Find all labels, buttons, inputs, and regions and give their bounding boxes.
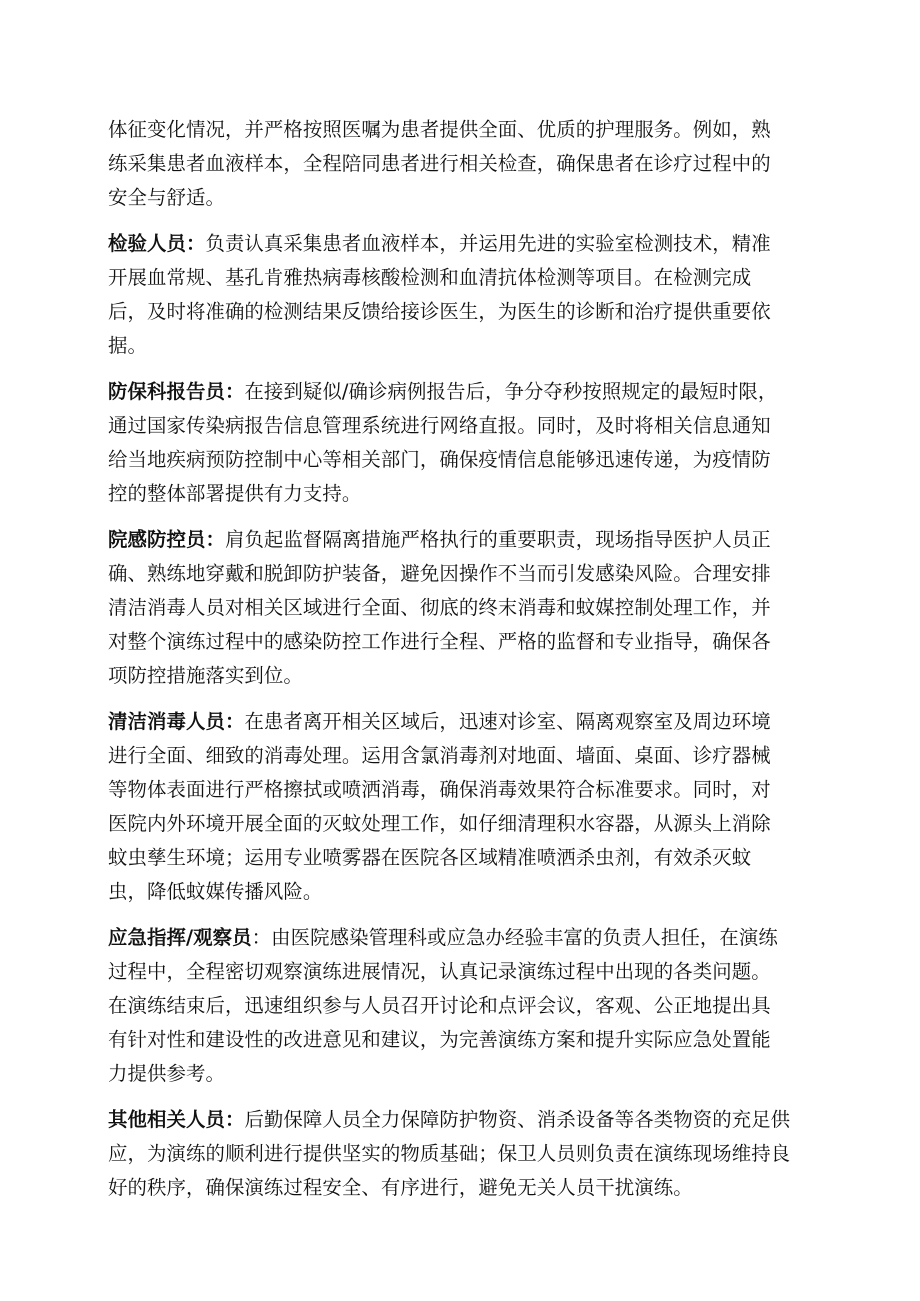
text-line: 控的整体部署提供有力支持。 xyxy=(108,482,362,505)
text-line: 开展血常规、基孔肯雅热病毒核酸检测和血清抗体检测等项目。在检测完成 xyxy=(108,266,752,289)
role-label: 防保科报告员： xyxy=(108,380,245,403)
paragraph-reporter xyxy=(108,375,812,511)
text-line: 等物体表面进行严格擦拭或喷洒消毒，确保消毒效果符合标准要求。同时，对 xyxy=(108,778,771,801)
text-line xyxy=(108,227,812,261)
role-label: 检验人员： xyxy=(108,232,206,255)
text-line xyxy=(108,375,812,409)
text-line xyxy=(108,705,812,739)
text-line: 通过国家传染病报告信息管理系统进行网络直报。同时，及时将相关信息通知 xyxy=(108,414,771,437)
role-label: 清洁消毒人员： xyxy=(108,710,245,733)
role-label: 其他相关人员： xyxy=(108,1108,245,1131)
text-line: 医院内外环境开展全面的灭蚊处理工作，如仔细清理积水容器，从源头上消除 xyxy=(108,812,771,835)
text-line: 项防控措施落实到位。 xyxy=(108,664,303,687)
text-line: 给当地疾病预防控制中心等相关部门，确保疫情信息能够迅速传递，为疫情防 xyxy=(108,448,771,471)
text-line: 应，为演练的顺利进行提供坚实的物质基础；保卫人员则负责在演练现场维持良 xyxy=(108,1142,791,1165)
text-line: 清洁消毒人员对相关区域进行全面、彻底的终末消毒和蚊媒控制处理工作，并 xyxy=(108,596,771,619)
text-line: 进行全面、细致的消毒处理。运用含氯消毒剂对地面、墙面、桌面、诊疗器械 xyxy=(108,744,771,767)
text-segment: 后勤保障人员全力保障防护物资、消杀设备等各类物资的充足供 xyxy=(244,1108,791,1131)
text-line xyxy=(108,1103,812,1137)
text-line xyxy=(108,523,812,557)
text-line: 虫，降低蚊媒传播风险。 xyxy=(108,880,323,903)
text-line: 后，及时将准确的检测结果反馈给接诊医生，为医生的诊断和治疗提供重要依 xyxy=(108,300,771,323)
paragraph-lab-staff xyxy=(108,227,812,363)
text-line: 安全与舒适。 xyxy=(108,186,225,209)
text-line: 对整个演练过程中的感染防控工作进行全程、严格的监督和专业指导，确保各 xyxy=(108,630,771,653)
text-segment: ：由医院感染管理科或应急办经验丰富的负责人担任，在演练 xyxy=(251,926,778,949)
text-line: 体征变化情况，并严格按照医嘱为患者提供全面、优质的护理服务。例如，熟 xyxy=(108,118,771,141)
text-line: 好的秩序，确保演练过程安全、有序进行，避免无关人员干扰演练。 xyxy=(108,1176,693,1199)
text-line: 据。 xyxy=(108,334,147,357)
text-segment: 在患者离开相关区域后，迅速对诊室、隔离观察室及周边环境 xyxy=(244,710,771,733)
paragraph-emergency-command xyxy=(108,921,812,1091)
document-body xyxy=(108,113,812,1217)
paragraph-infection-control xyxy=(108,523,812,693)
text-line: 蚊虫孳生环境；运用专业喷雾器在医院各区域精准喷洒杀虫剂，有效杀灭蚊 xyxy=(108,846,752,869)
text-segment: 肩负起监督隔离措施严格执行的重要职责，现场指导医护人员正 xyxy=(224,528,771,551)
text-segment: 在接到疑似/确诊病例报告后，争分夺秒按照规定的最短时限， xyxy=(244,380,778,403)
text-line: 确、熟练地穿戴和脱卸防护装备，避免因操作不当而引发感染风险。合理安排 xyxy=(108,562,771,585)
role-label: 院感防控员： xyxy=(108,528,225,551)
text-line: 在演练结束后，迅速组织参与人员召开讨论和点评会议，客观、公正地提出具 xyxy=(108,994,771,1017)
text-line: 有针对性和建设性的改进意见和建议，为完善演练方案和提升实际应急处置能 xyxy=(108,1028,771,1051)
role-label: 应急指挥/观察员 xyxy=(108,926,252,949)
text-line: 力提供参考。 xyxy=(108,1062,225,1085)
text-line: 过程中，全程密切观察演练进展情况，认真记录演练过程中出现的各类问题。 xyxy=(108,960,771,983)
paragraph-patient-care xyxy=(108,113,812,215)
paragraph-disinfection xyxy=(108,705,812,909)
text-line xyxy=(108,921,812,955)
text-line: 练采集患者血液样本，全程陪同患者进行相关检查，确保患者在诊疗过程中的 xyxy=(108,152,771,175)
paragraph-other-staff xyxy=(108,1103,812,1205)
text-segment: 负责认真采集患者血液样本，并运用先进的实验室检测技术，精准 xyxy=(205,232,771,255)
